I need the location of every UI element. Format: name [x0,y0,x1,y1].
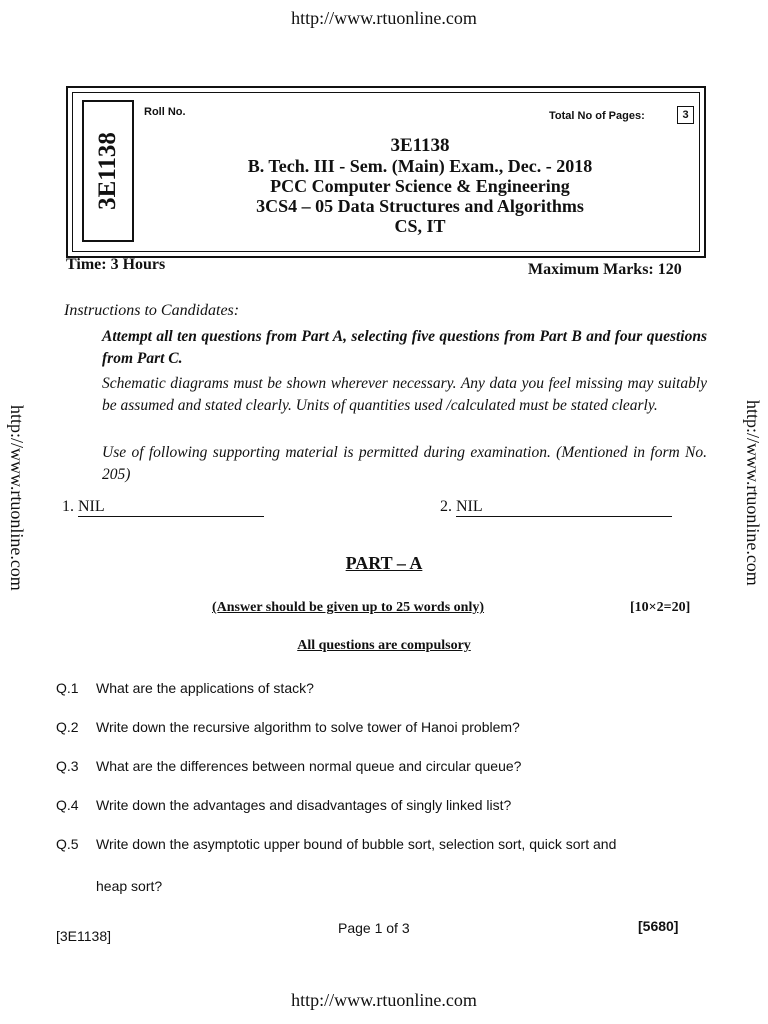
footer-serial-number: [5680] [638,918,679,934]
subject: 3CS4 – 05 Data Structures and Algorithms [256,196,584,216]
question-text: Write down the asymptotic upper bound of bubble sort, selection sort, quick sort and [96,836,617,852]
department: PCC Computer Science & Engineering [270,176,570,196]
material-value: NIL [78,498,264,517]
compulsory-note: All questions are compulsory [297,638,471,653]
answer-length-note: (Answer should be given up to 25 words only) [212,600,485,615]
footer-paper-code: [3E1138] [56,928,112,944]
paper-code-vertical: 3E1138 [94,132,122,210]
material-value: NIL [456,498,672,517]
question-1 [56,678,716,698]
question-text: Write down the advantages and disadvantages of singly linked list? [96,797,512,813]
time-label: Time: 3 Hours [66,256,166,273]
total-pages-label: Total No of Pages: [549,110,645,122]
paper-code-box [82,100,134,242]
question-text: Write down the recursive algorithm to solve tower of Hanoi problem? [96,719,520,735]
question-2 [56,717,716,737]
paper-code: 3E1138 [390,135,450,156]
material-number: 1. [62,498,74,515]
roll-no-label: Roll No. [144,106,186,118]
instruction-item: Use of following supporting material is permitted during examination. (Mentioned in form No. 205) [102,444,707,483]
instructions-heading: Instructions to Candidates: [64,302,240,319]
material-2 [440,498,672,517]
exam-name: B. Tech. III - Sem. (Main) Exam., Dec. - 2018 [247,156,593,176]
part-a-marks: [10×2=20] [630,600,691,615]
question-5 [56,834,716,896]
question-text-continued: heap sort? [96,878,163,894]
max-marks-label: Maximum Marks: 120 [528,261,682,278]
part-a-title: PART – A [345,553,423,573]
page-number: Page 1 of 3 [338,920,410,936]
question-3 [56,756,716,776]
total-pages-value: 3 [677,106,694,124]
question-number: Q.1 [56,680,79,696]
branches: CS, IT [394,216,446,236]
question-number: Q.2 [56,719,79,735]
top-watermark-url: http://www.rtuonline.com [291,8,477,28]
instruction-item: Attempt all ten questions from Part A, selecting five questions from Part B and four questions from Part C. [102,328,707,367]
question-number: Q.3 [56,758,79,774]
left-watermark-url: http://www.rtuonline.com [7,405,27,591]
material-number: 2. [440,498,452,515]
question-4 [56,795,716,815]
exam-title-block [170,136,670,236]
right-watermark-url: http://www.rtuonline.com [743,400,763,586]
material-1 [62,498,264,517]
instruction-item: Schematic diagrams must be shown wherever necessary. Any data you feel missing may suitably be assumed and stated clearly. Units of quantities used /calculated must be stated clearly. [102,375,707,414]
bottom-watermark-url: http://www.rtuonline.com [291,990,477,1010]
question-text: What are the differences between normal queue and circular queue? [96,758,522,774]
question-number: Q.4 [56,797,79,813]
question-number: Q.5 [56,836,79,852]
question-text: What are the applications of stack? [96,680,314,696]
